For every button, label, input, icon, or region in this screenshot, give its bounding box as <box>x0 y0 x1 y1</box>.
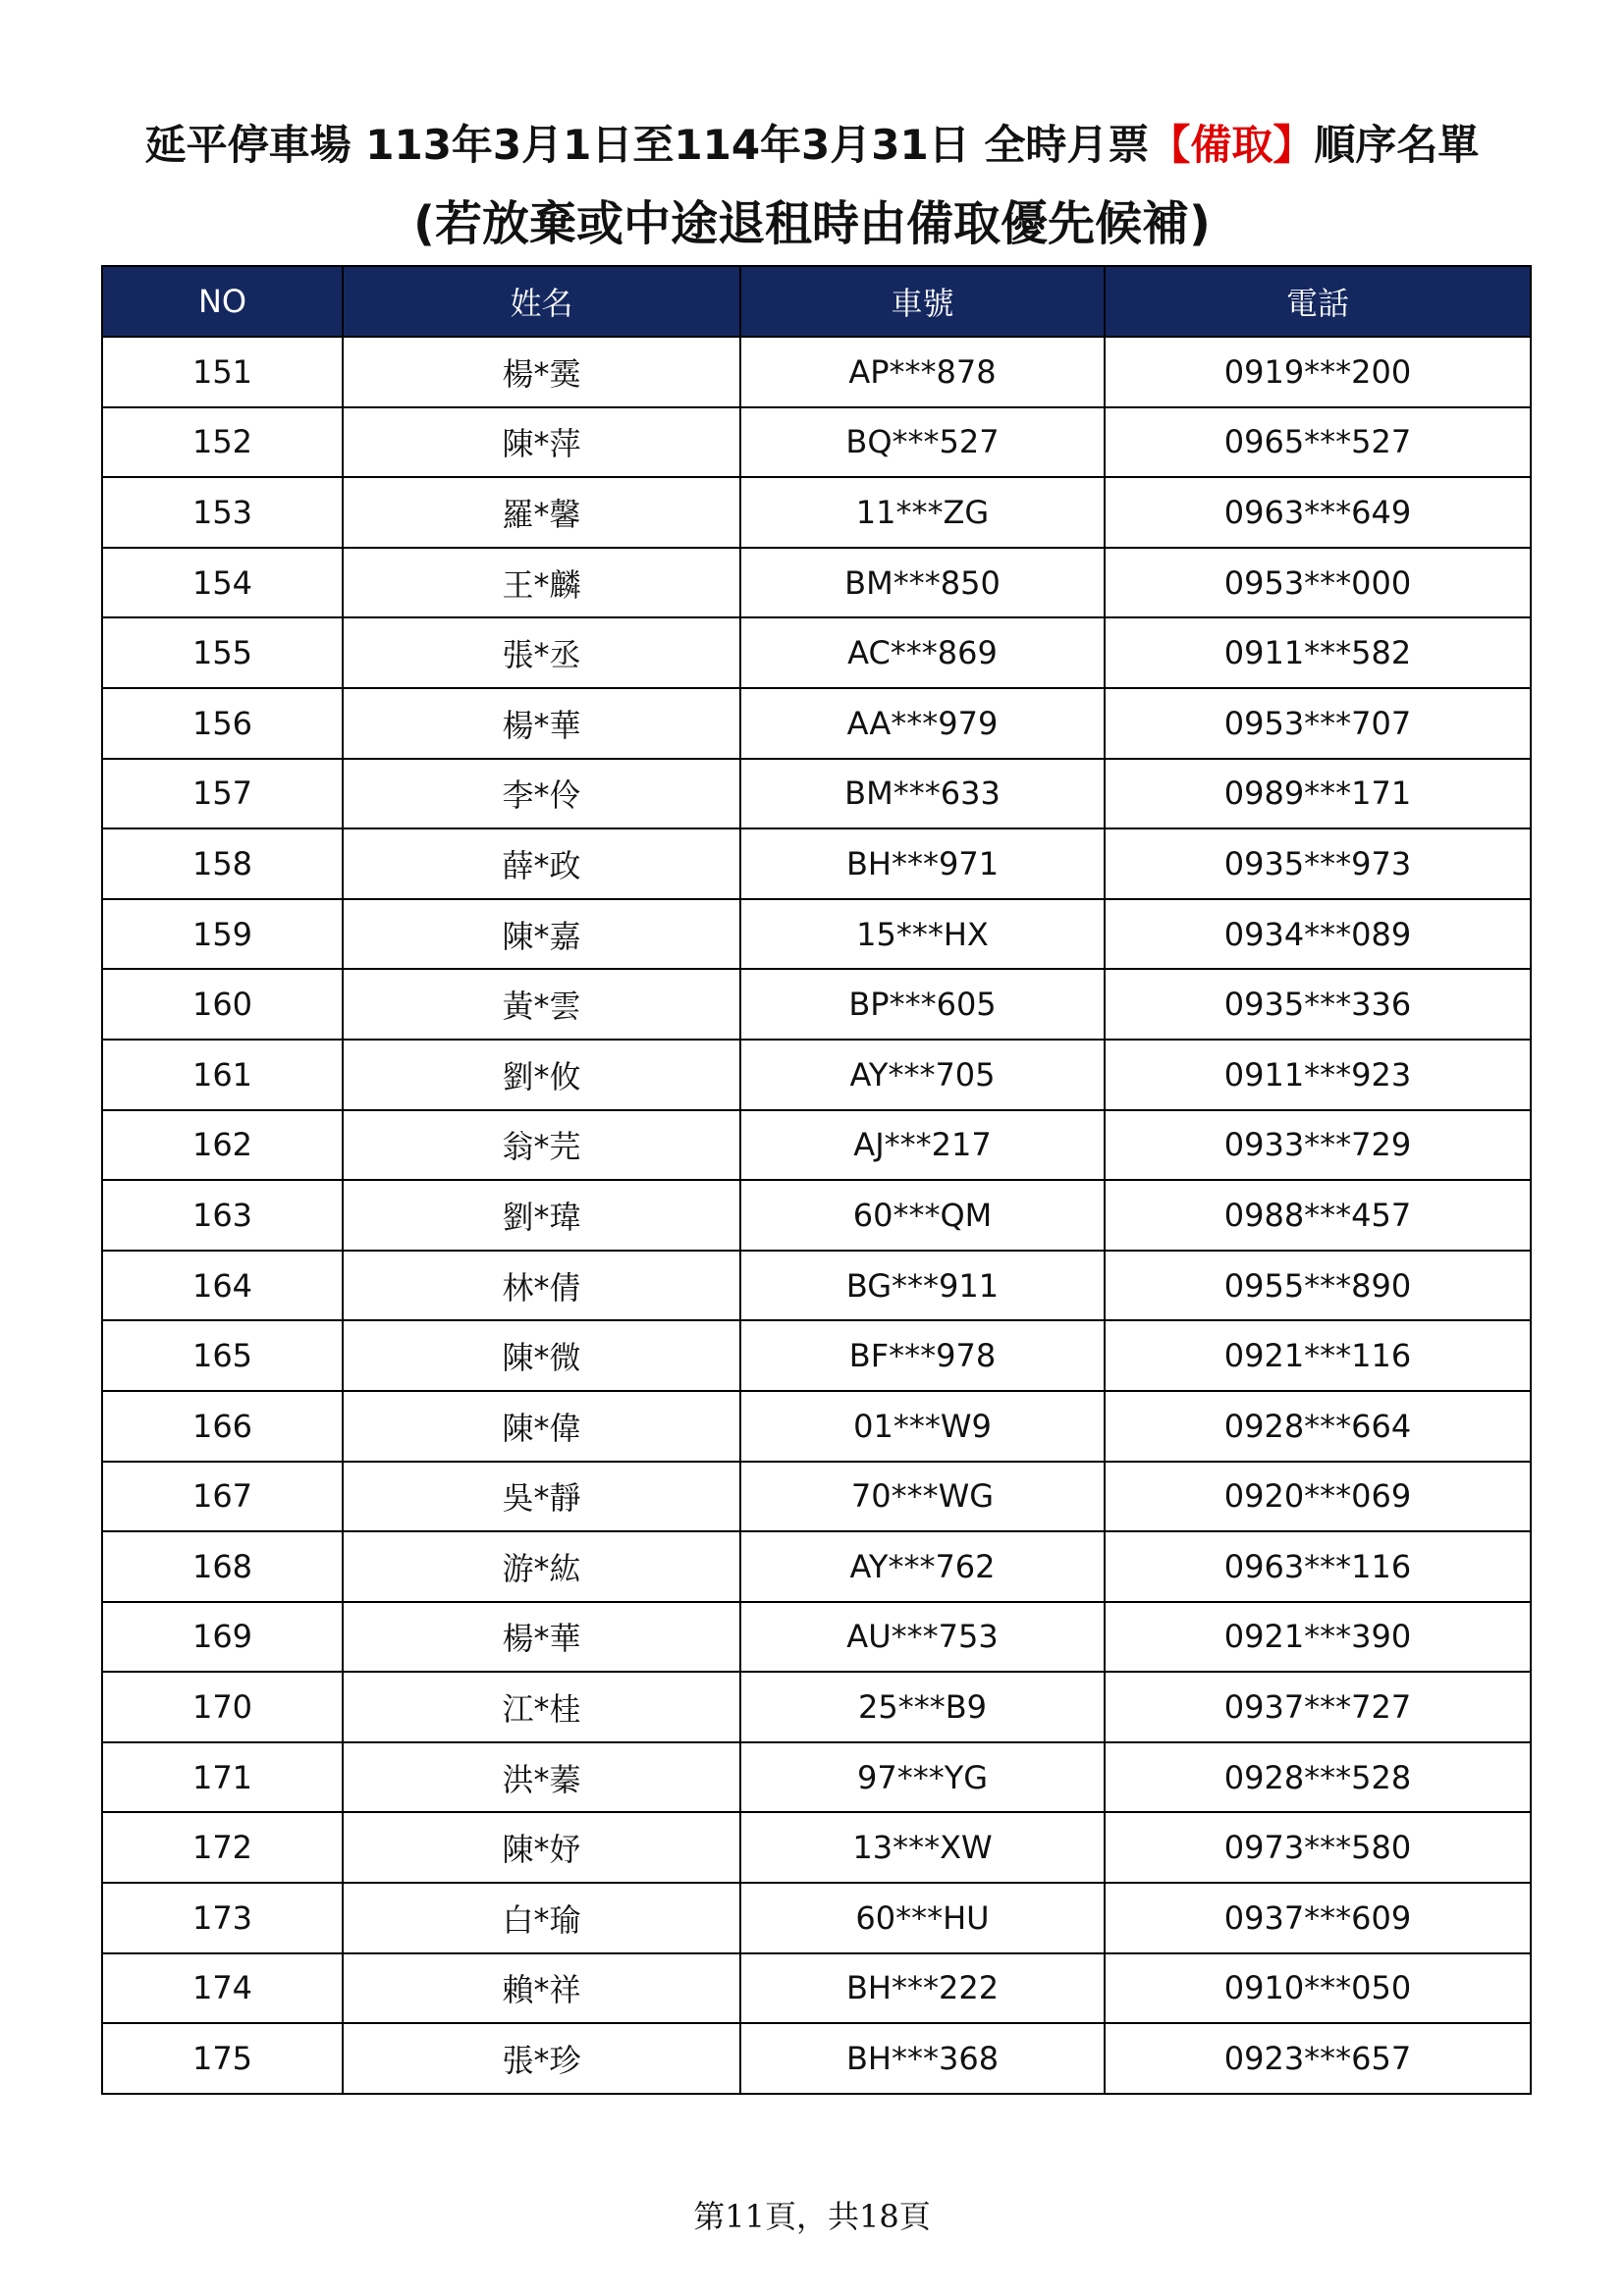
table-row <box>102 1320 1531 1391</box>
table-row <box>102 548 1531 618</box>
cell-name: 黃*雲 <box>343 969 740 1040</box>
cell-name: 江*桂 <box>343 1672 740 1742</box>
cell-no: 173 <box>102 1883 343 1953</box>
cell-no: 152 <box>102 407 343 478</box>
cell-name: 游*紘 <box>343 1531 740 1602</box>
table-row <box>102 337 1531 407</box>
cell-plate: AP***878 <box>740 337 1105 407</box>
table-row <box>102 1040 1531 1110</box>
table-row <box>102 1462 1531 1532</box>
table-row <box>102 969 1531 1040</box>
cell-name: 劉*攸 <box>343 1040 740 1110</box>
title-highlight: 【備取】 <box>1149 121 1315 169</box>
cell-phone: 0953***707 <box>1105 688 1531 759</box>
table-row <box>102 407 1531 478</box>
column-header-no: NO <box>102 266 343 337</box>
table-body <box>102 337 1531 2094</box>
cell-no: 157 <box>102 759 343 829</box>
cell-plate: 60***HU <box>740 1883 1105 1953</box>
column-header-name: 姓名 <box>343 266 740 337</box>
cell-plate: 60***QM <box>740 1180 1105 1251</box>
cell-plate: BM***850 <box>740 548 1105 618</box>
table-row <box>102 1742 1531 1813</box>
cell-plate: BM***633 <box>740 759 1105 829</box>
cell-phone: 0935***973 <box>1105 828 1531 899</box>
cell-plate: 97***YG <box>740 1742 1105 1813</box>
page-number: 第11頁，共18頁 <box>693 2198 931 2235</box>
cell-name: 薛*政 <box>343 828 740 899</box>
cell-phone: 0935***336 <box>1105 969 1531 1040</box>
table-row <box>102 688 1531 759</box>
cell-no: 164 <box>102 1251 343 1321</box>
table-row <box>102 899 1531 970</box>
cell-no: 154 <box>102 548 343 618</box>
cell-phone: 0910***050 <box>1105 1953 1531 2024</box>
cell-phone: 0921***390 <box>1105 1602 1531 1673</box>
page-subtitle: (若放棄或中途退租時由備取優先候補) <box>413 196 1211 251</box>
cell-plate: 13***XW <box>740 1812 1105 1883</box>
cell-no: 167 <box>102 1462 343 1532</box>
cell-phone: 0963***649 <box>1105 477 1531 548</box>
cell-no: 159 <box>102 899 343 970</box>
table-row <box>102 2023 1531 2094</box>
cell-phone: 0953***000 <box>1105 548 1531 618</box>
cell-phone: 0934***089 <box>1105 899 1531 970</box>
cell-no: 155 <box>102 617 343 688</box>
table-row <box>102 477 1531 548</box>
cell-plate: AC***869 <box>740 617 1105 688</box>
cell-name: 翁*芫 <box>343 1110 740 1181</box>
cell-name: 羅*馨 <box>343 477 740 548</box>
table-row <box>102 1391 1531 1462</box>
cell-name: 陳*微 <box>343 1320 740 1391</box>
table-row <box>102 1180 1531 1251</box>
cell-name: 楊*霙 <box>343 337 740 407</box>
cell-name: 林*倩 <box>343 1251 740 1321</box>
table-row <box>102 828 1531 899</box>
cell-no: 168 <box>102 1531 343 1602</box>
cell-no: 169 <box>102 1602 343 1673</box>
cell-no: 162 <box>102 1110 343 1181</box>
cell-no: 171 <box>102 1742 343 1813</box>
cell-name: 洪*蓁 <box>343 1742 740 1813</box>
cell-no: 161 <box>102 1040 343 1110</box>
table-row <box>102 1812 1531 1883</box>
cell-phone: 0989***171 <box>1105 759 1531 829</box>
cell-no: 170 <box>102 1672 343 1742</box>
table-row <box>102 1953 1531 2024</box>
cell-name: 楊*華 <box>343 1602 740 1673</box>
cell-plate: BF***978 <box>740 1320 1105 1391</box>
table-header-row <box>102 266 1531 337</box>
cell-no: 174 <box>102 1953 343 2024</box>
cell-name: 張*丞 <box>343 617 740 688</box>
cell-name: 王*麟 <box>343 548 740 618</box>
cell-phone: 0928***528 <box>1105 1742 1531 1813</box>
cell-plate: AJ***217 <box>740 1110 1105 1181</box>
table-row <box>102 759 1531 829</box>
cell-phone: 0928***664 <box>1105 1391 1531 1462</box>
title-part2: 順序名單 <box>1314 121 1480 169</box>
waitlist-table <box>101 265 1532 2095</box>
cell-no: 163 <box>102 1180 343 1251</box>
cell-plate: AU***753 <box>740 1602 1105 1673</box>
cell-name: 吳*靜 <box>343 1462 740 1532</box>
page-title <box>0 116 1624 175</box>
cell-phone: 0955***890 <box>1105 1251 1531 1321</box>
table-row <box>102 1883 1531 1953</box>
cell-name: 劉*瑋 <box>343 1180 740 1251</box>
cell-name: 陳*偉 <box>343 1391 740 1462</box>
cell-no: 160 <box>102 969 343 1040</box>
title-part1: 延平停車場 113年3月1日至114年3月31日 全時月票 <box>144 121 1150 169</box>
cell-plate: AY***762 <box>740 1531 1105 1602</box>
cell-no: 165 <box>102 1320 343 1391</box>
cell-phone: 0921***116 <box>1105 1320 1531 1391</box>
cell-phone: 0963***116 <box>1105 1531 1531 1602</box>
cell-plate: BH***971 <box>740 828 1105 899</box>
table-row <box>102 1251 1531 1321</box>
cell-phone: 0911***582 <box>1105 617 1531 688</box>
cell-name: 張*珍 <box>343 2023 740 2094</box>
cell-plate: AY***705 <box>740 1040 1105 1110</box>
cell-name: 白*瑜 <box>343 1883 740 1953</box>
cell-name: 賴*祥 <box>343 1953 740 2024</box>
cell-phone: 0937***609 <box>1105 1883 1531 1953</box>
cell-plate: 01***W9 <box>740 1391 1105 1462</box>
cell-plate: 15***HX <box>740 899 1105 970</box>
cell-plate: BH***222 <box>740 1953 1105 2024</box>
cell-name: 陳*妤 <box>343 1812 740 1883</box>
column-header-phone: 電話 <box>1105 266 1531 337</box>
cell-plate: AA***979 <box>740 688 1105 759</box>
table-row <box>102 1110 1531 1181</box>
cell-plate: 25***B9 <box>740 1672 1105 1742</box>
cell-plate: 70***WG <box>740 1462 1105 1532</box>
cell-no: 151 <box>102 337 343 407</box>
cell-plate: 11***ZG <box>740 477 1105 548</box>
cell-no: 166 <box>102 1391 343 1462</box>
table-row <box>102 1602 1531 1673</box>
cell-name: 楊*華 <box>343 688 740 759</box>
cell-phone: 0911***923 <box>1105 1040 1531 1110</box>
cell-no: 156 <box>102 688 343 759</box>
cell-name: 陳*萍 <box>343 407 740 478</box>
cell-phone: 0920***069 <box>1105 1462 1531 1532</box>
table-row <box>102 1531 1531 1602</box>
cell-plate: BP***605 <box>740 969 1105 1040</box>
cell-phone: 0923***657 <box>1105 2023 1531 2094</box>
cell-name: 李*伶 <box>343 759 740 829</box>
column-header-plate: 車號 <box>740 266 1105 337</box>
cell-name: 陳*嘉 <box>343 899 740 970</box>
cell-no: 153 <box>102 477 343 548</box>
cell-plate: BH***368 <box>740 2023 1105 2094</box>
cell-phone: 0933***729 <box>1105 1110 1531 1181</box>
cell-no: 172 <box>102 1812 343 1883</box>
table-row <box>102 1672 1531 1742</box>
cell-phone: 0937***727 <box>1105 1672 1531 1742</box>
cell-phone: 0973***580 <box>1105 1812 1531 1883</box>
cell-plate: BG***911 <box>740 1251 1105 1321</box>
table-row <box>102 617 1531 688</box>
cell-phone: 0988***457 <box>1105 1180 1531 1251</box>
cell-no: 158 <box>102 828 343 899</box>
cell-no: 175 <box>102 2023 343 2094</box>
cell-phone: 0919***200 <box>1105 337 1531 407</box>
cell-plate: BQ***527 <box>740 407 1105 478</box>
cell-phone: 0965***527 <box>1105 407 1531 478</box>
